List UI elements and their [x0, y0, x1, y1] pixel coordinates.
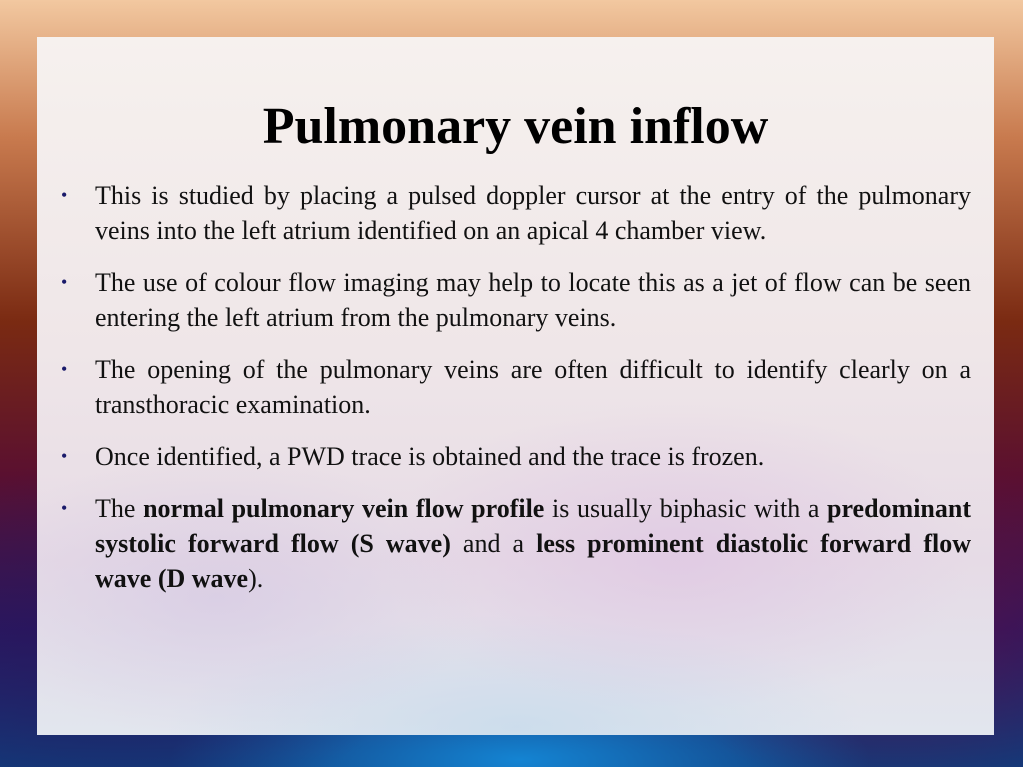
bullet-item-5: [61, 491, 972, 596]
bullet-text: The use of colour flow imaging may help to locate this as a jet of flow can be seen entering the left atrium from the pulmonary veins.: [95, 268, 971, 332]
slide-title: Pulmonary vein inflow: [262, 98, 769, 155]
bullet-item-1: [61, 178, 971, 248]
bullet-text-part: ).: [248, 564, 264, 593]
slide-panel: [37, 37, 994, 735]
bullet-dot-icon: •: [61, 446, 68, 466]
bullet-text-bold: predominant systolic forward flow (S wave): [95, 494, 972, 558]
bullet-text-bold: less prominent diastolic forward flow wave (D wave: [95, 529, 971, 593]
bullet-dot-icon: •: [61, 185, 68, 205]
bullet-item-4: [61, 439, 971, 474]
bullet-text: This is studied by placing a pulsed doppler cursor at the entry of the pulmonary veins into the left atrium identified on an apical 4 chamber view.: [95, 181, 971, 245]
bullet-list: [61, 178, 972, 613]
bullet-text-part: The: [95, 494, 144, 523]
bullet-dot-icon: •: [61, 498, 68, 518]
bullet-dot-icon: •: [61, 359, 68, 379]
bullet-text-part: and a: [450, 529, 537, 558]
bullet-text-bold: normal pulmonary vein flow profile: [143, 494, 545, 523]
bullet-item-3: [61, 352, 971, 422]
bullet-item-2: [61, 265, 971, 335]
bullet-text: Once identified, a PWD trace is obtained and the trace is frozen.: [95, 442, 765, 471]
bullet-dot-icon: •: [61, 272, 68, 292]
bullet-text: The opening of the pulmonary veins are often difficult to identify clearly on a transthoracic examination.: [95, 355, 971, 419]
bullet-text-part: is usually biphasic with a: [544, 494, 828, 523]
